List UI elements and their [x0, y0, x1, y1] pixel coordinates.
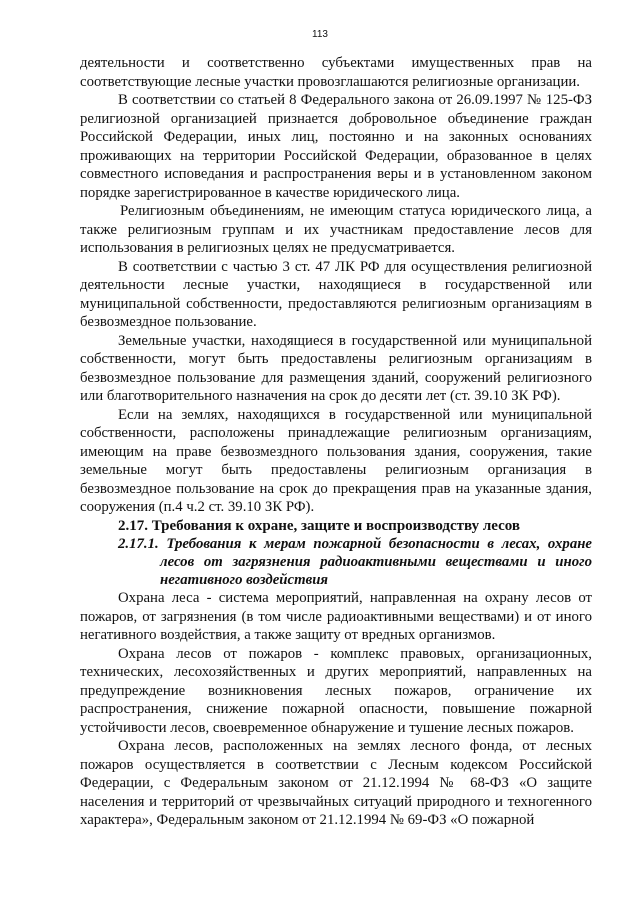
- paragraph: В соответствии с частью 3 ст. 47 ЛК РФ для осуществления религиозной деятельности лесные участки, находящиеся в государственной или муниципальной собственности, предоставляются религиозным организациям в безвозмездное пользование.: [80, 258, 592, 330]
- paragraph: Охрана лесов, расположенных на землях лесного фонда, от лесных пожаров осуществляется в соответствии с Лесным кодексом Российской Федерации, с Федеральным законом от 21.12.1994 № 68-ФЗ «О защите населения и территорий от чрезвычайных ситуаций природного и техногенного характера», Федеральным законом от 21.12.1994 № 69-ФЗ «О пожарной: [80, 738, 592, 828]
- paragraph: Земельные участки, находящиеся в государственной или муниципальной собственности, могут быть предоставлены религиозным организациям в безвозмездное пользование для размещения зданий, сооружений религиозного или благотворительного назначения на срок до десяти лет (ст. 39.10 ЗК РФ).: [80, 332, 592, 404]
- subsection-heading: 2.17.1. Требования к мерам пожарной безопасности в лесах, охране лесов от загрязнения радиоактивными веществами и иного негативного воздействия: [118, 536, 592, 588]
- paragraph: Если на землях, находящихся в государственной или муниципальной собственности, расположены принадлежащие религиозным организациям, имеющим на праве безвозмездного пользования здания, сооружения, такие земельные могут быть предоставлены религиозным организация в безвозмездное пользование на срок до прекращения прав на указанные здания, сооружения (п.4 ч.2 ст. 39.10 ЗК РФ).: [80, 406, 592, 515]
- section-heading: 2.17. Требования к охране, защите и воспроизводству лесов: [118, 517, 520, 534]
- document-body: [80, 54, 592, 830]
- page-number: 113: [312, 29, 328, 40]
- paragraph: В соответствии со статьей 8 Федерального закона от 26.09.1997 № 125-ФЗ религиозной организацией признается добровольное объединение граждан Российской Федерации, иных лиц, постоянно и на законных основаниях проживающих на территории Российской Федерации, образованное в целях совместного исповедания и распространения веры и в установленном законом порядке зарегистрированное в качестве юридического лица.: [80, 92, 592, 201]
- paragraph: Религиозным объединениям, не имеющим статуса юридического лица, а также религиозным группам и их участникам предоставление лесов для использования в религиозных целях не предусматривается.: [80, 203, 592, 256]
- paragraph: Охрана леса - система мероприятий, направленная на охрану лесов от пожаров, от загрязнения (в том числе радиоактивными веществами) и от иного негативного воздействия, а также защиту от вредных организмов.: [80, 590, 592, 643]
- paragraph: Охрана лесов от пожаров - комплекс правовых, организационных, технических, лесохозяйственных и других мероприятий, направленных на предупреждение возникновения лесных пожаров, ограничение их распространения, снижение пожарной опасности, повышение пожарной устойчивости лесов, своевременное обнаружение и тушение лесных пожаров.: [80, 645, 592, 736]
- paragraph: деятельности и соответственно субъектами имущественных прав на соответствующие лесные участки провозглашаются религиозные организации.: [80, 55, 592, 90]
